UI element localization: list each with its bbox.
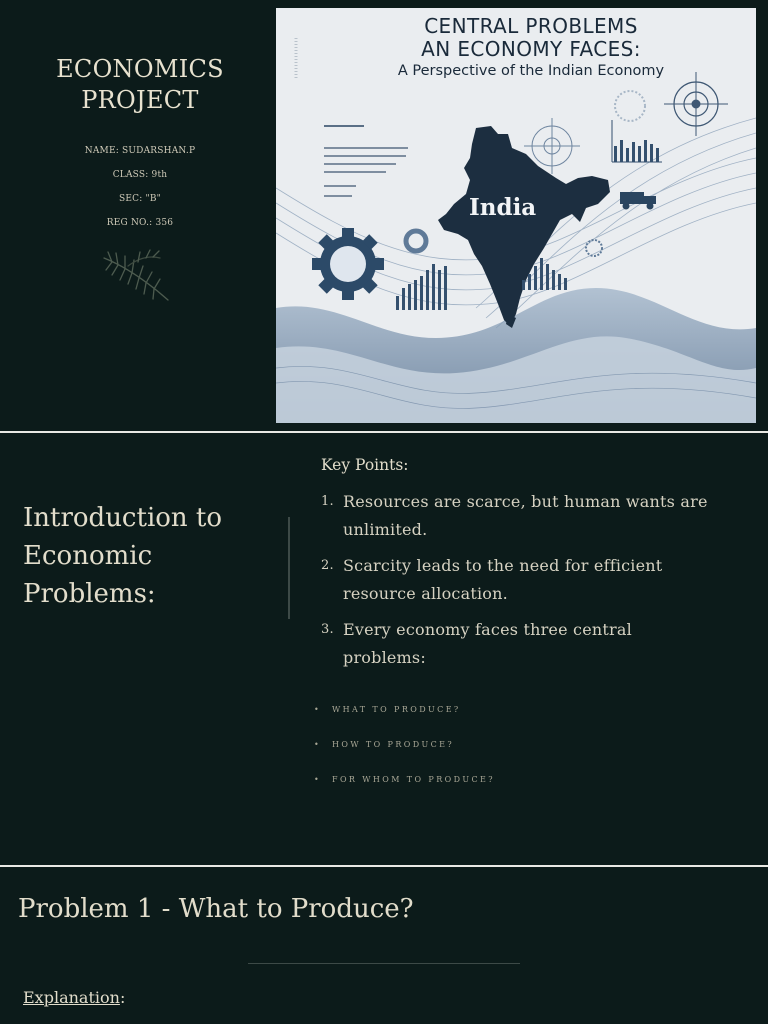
- india-label: India: [469, 194, 537, 221]
- intro-title-line2: Economic: [23, 541, 153, 571]
- student-section: SEC: "B": [118, 194, 161, 204]
- problem-one-title: Problem 1 - What to Produce?: [18, 894, 414, 924]
- poster-subtitle: A Perspective of the Indian Economy: [397, 63, 665, 79]
- compass-icon-2: [664, 72, 728, 136]
- key-point: [321, 616, 741, 672]
- poster-title-line2: AN ECONOMY FACES:: [421, 37, 641, 61]
- project-title: [30, 54, 250, 116]
- bullet-icon: •: [314, 775, 322, 784]
- key-point-number: 1.: [321, 494, 334, 509]
- truck-icon: [620, 192, 656, 210]
- key-point-line: unlimited.: [343, 520, 428, 539]
- key-point-line: Scarcity leads to the need for efficient: [343, 556, 663, 575]
- key-point-line: problems:: [343, 648, 426, 667]
- text-block-lines: [324, 126, 408, 196]
- list-item: [314, 775, 495, 810]
- poster-image: [276, 8, 756, 423]
- explanation-heading: [23, 988, 125, 1007]
- key-points-list: [321, 488, 741, 680]
- list-item: [314, 740, 495, 775]
- student-class: CLASS: 9th: [112, 170, 168, 180]
- bullet-icon: •: [314, 740, 322, 749]
- subpoint-text: HOW TO PRODUCE?: [332, 740, 455, 749]
- vertical-divider: [288, 517, 290, 619]
- subpoint-text: FOR WHOM TO PRODUCE?: [332, 775, 495, 784]
- poster-title: [366, 15, 696, 61]
- key-point-line: Every economy faces three central: [343, 620, 632, 639]
- key-point: [321, 552, 741, 608]
- key-point-number: 3.: [321, 622, 334, 637]
- gear-icon: [312, 228, 384, 300]
- problem-one-slide: [0, 867, 768, 1024]
- subpoint-text: WHAT TO PRODUCE?: [332, 705, 461, 714]
- key-point-line: resource allocation.: [343, 584, 508, 603]
- explanation-colon: :: [119, 988, 126, 1007]
- ring-icon: [406, 231, 426, 251]
- key-point-line: Resources are scarce, but human wants are: [343, 492, 708, 511]
- bar-chart-icon: [396, 264, 447, 310]
- introduction-slide: [0, 433, 768, 865]
- bullet-icon: •: [314, 705, 322, 714]
- intro-title: [23, 499, 273, 613]
- title-slide: [0, 0, 768, 431]
- key-points-label: Key Points:: [321, 456, 409, 474]
- project-title-line2: PROJECT: [81, 86, 199, 114]
- project-title-line1: ECONOMICS: [56, 55, 224, 83]
- key-point-number: 2.: [321, 558, 334, 573]
- poster-title-line1: CENTRAL PROBLEMS: [424, 14, 638, 38]
- student-name: NAME: SUDARSHAN.P: [84, 146, 196, 156]
- bar-chart-icon-3: [612, 120, 662, 162]
- intro-title-line3: Problems:: [23, 579, 156, 609]
- intro-title-line1: Introduction to: [23, 503, 223, 533]
- fern-leaf-icon: [98, 244, 178, 306]
- central-problems-list: [314, 705, 495, 810]
- explanation-label: Explanation: [23, 988, 120, 1007]
- title-divider: [248, 963, 520, 964]
- key-point: [321, 488, 741, 544]
- student-reg-no: REG NO.: 356: [106, 218, 174, 228]
- list-item: [314, 705, 495, 740]
